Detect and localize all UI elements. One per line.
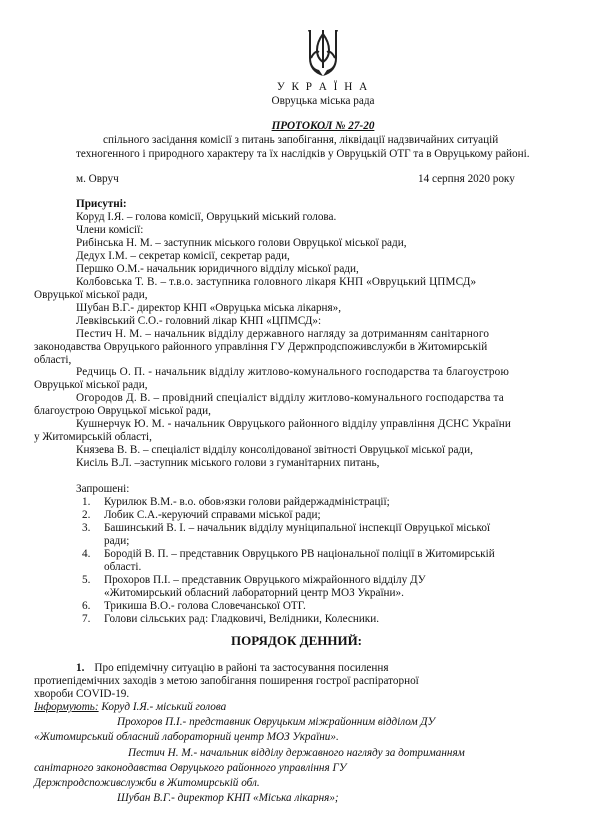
members-label: Члени комісії: — [76, 224, 144, 236]
member-4-line2: Овруцької міської ради, — [34, 289, 148, 301]
invited-item — [82, 548, 495, 561]
member-7-line1: Пестич Н. М. – начальник відділу державного нагляду за дотриманням санітарного — [76, 328, 490, 340]
city: м. Овруч — [76, 173, 119, 185]
member-3: Першко О.М.- начальник юридичного відділу міської ради, — [76, 263, 359, 275]
member-5: Шубан В.Г.- директор КНП «Овруцька міська лікарня», — [76, 302, 342, 314]
member-6: Левківський С.О.- головний лікар КНП «ЦПМСД»: — [76, 315, 322, 327]
member-2: Дедух І.М. – секретар комісії, секретар ради, — [76, 250, 290, 262]
invited-item-text: Лобик С.А.-керуючий справами міської ради; — [104, 509, 321, 521]
invited-item-number: 7. — [82, 613, 91, 625]
member-12: Кисіль В.Л. –заступник міського голови з гуманітарних питань, — [76, 457, 380, 469]
inform-3-line1: Пестич Н. М.- начальник відділу державного нагляду за дотриманням — [128, 747, 465, 759]
member-10-line1: Кушнерчук Ю. М. - начальник Овруцького районного відділу управління ДСНС України — [76, 418, 512, 430]
invited-item-cont: ради; — [104, 535, 130, 547]
invited-item-number: 2. — [82, 509, 91, 521]
country-name: У К Р А Ї Н А — [276, 81, 370, 93]
protocol-subtitle-line2: техногенного і природного характеру та їх наслідків у Овруцькій ОТГ та в Овруцькому районі. — [76, 148, 530, 160]
member-10-line2: у Житомирській області, — [34, 431, 152, 443]
inform-3-line3: Держпродспоживслужби в Житомирській обл. — [34, 777, 260, 789]
member-4-line1: Колбовська Т. В. – т.в.о. заступника головного лікаря КНП «Овруцький ЦПМСД» — [76, 276, 477, 288]
invited-item-text: Бородій В. П. – представник Овруцького РВ національної поліції в Житомирській — [104, 548, 495, 560]
inform-1: Коруд І.Я.- міський голова — [98, 701, 227, 713]
invited-item — [82, 496, 390, 509]
invited-item-text: Курилюк В.М.- в.о. обов›язки голови райдержадміністрації; — [104, 496, 390, 508]
protocol-subtitle-line1: спільного засідання комісії з питань запобігання, ліквідації надзвичайних ситуацій — [103, 134, 499, 146]
council-name: Овруцька міська рада — [271, 95, 375, 107]
inform-2-line2: «Житомирський обласний лабораторний центр МОЗ України». — [34, 731, 339, 743]
agenda-item-1-line2: протиепідемічних заходів з метою запобігання поширення гострої распіраторної — [34, 675, 419, 687]
invited-item-text: Прохоров П.І. – представник Овруцького міжрайонного відділу ДУ — [104, 574, 426, 586]
invited-item-cont: області. — [104, 561, 142, 573]
member-11: Князева В. В. – спеціаліст відділу консолідованої звітності Овруцької міської ради, — [76, 444, 473, 456]
member-7-line3: області, — [34, 354, 72, 366]
member-8-line2: Овруцької міської ради, — [34, 379, 148, 391]
inform-4: Шубан В.Г.- директор КНП «Міська лікарня»; — [117, 792, 339, 804]
agenda-item-text: Про епідемічну ситуацію в районі та застосування посилення — [94, 662, 389, 674]
invited-item-text: Голови сільських рад: Гладковичі, Велідники, Колесники. — [104, 613, 380, 625]
invited-item — [82, 509, 321, 522]
invited-item-cont: «Житомирський обласний лабораторний центр МОЗ України». — [104, 587, 404, 599]
invited-item-text: Башинський В. І. – начальник відділу муніципальної інспекції Овруцької міської — [104, 522, 491, 534]
date: 14 серпня 2020 року — [418, 173, 515, 185]
invited-item — [82, 613, 379, 626]
protocol-title: ПРОТОКОЛ № 27-20 — [271, 120, 375, 132]
invited-item — [82, 574, 426, 587]
present-chair: Коруд І.Я. – голова комісії, Овруцький міський голова. — [76, 211, 337, 223]
inform-line-1 — [34, 701, 226, 714]
agenda-heading: ПОРЯДОК ДЕННИЙ: — [230, 633, 363, 648]
invited-item-number: 5. — [82, 574, 91, 586]
member-7-line2: законодавства Овруцького районного управління ГУ Держпродспоживслужби в Житомирській — [34, 341, 488, 353]
member-9-line1: Огородов Д. В. – провідний спеціаліст відділу житлово-комунального господарства та — [76, 392, 504, 404]
member-8-line1: Редчиць О. П. - начальник відділу житлово-комунального господарства та благоустрою — [76, 366, 510, 378]
member-9-line2: благоустрою Овруцької міської ради, — [34, 405, 211, 417]
present-heading: Присутні: — [76, 198, 127, 210]
agenda-item-number: 1. — [76, 662, 85, 674]
invited-item-number: 3. — [82, 522, 91, 534]
invited-heading: Запрошені: — [76, 483, 130, 495]
agenda-item-1-line3: хвороби COVID-19. — [34, 688, 130, 700]
member-1: Рибінська Н. М. – заступник міського голови Овруцької міської ради, — [76, 237, 407, 249]
inform-label: Інформують: — [34, 701, 99, 713]
inform-2-line1: Прохоров П.І.- представник Овруцьким міжрайонним відділом ДУ — [117, 716, 436, 728]
inform-3-line2: санітарного законодавства Овруцького районного управління ГУ — [34, 762, 347, 774]
invited-item-text: Трикиша В.О.- голова Словечанської ОТГ. — [104, 600, 306, 612]
invited-item — [82, 522, 490, 535]
coat-of-arms-icon — [305, 28, 341, 78]
invited-item-number: 1. — [82, 496, 91, 508]
invited-item-number: 6. — [82, 600, 91, 612]
agenda-item-1-line1 — [76, 662, 389, 675]
invited-item — [82, 600, 306, 613]
invited-item-number: 4. — [82, 548, 91, 560]
